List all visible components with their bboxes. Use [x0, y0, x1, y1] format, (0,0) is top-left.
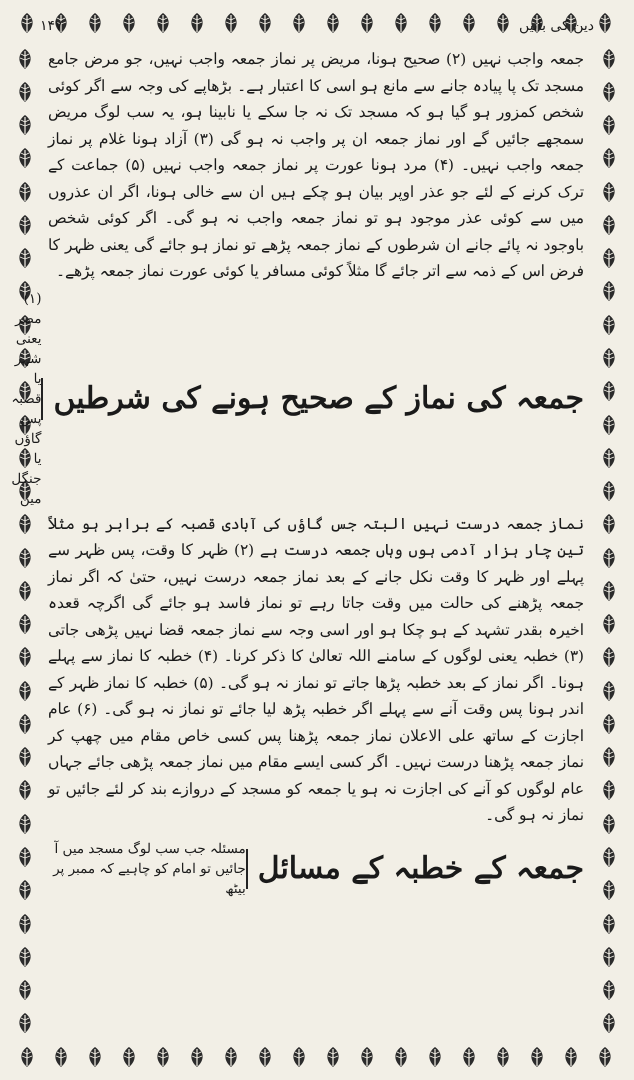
validity-conditions-paragraph: نماز جمعہ درست نہیں البتہ جس گاؤں کی آبادی قصبہ کے برابر ہو مثلاً تین چار ہزار آدمی ہوں وہاں جمعہ درست ہے (۲) ظہر کا وقت، پس ظہر سے پہلے اور ظہر کا وقت نکل جانے کے بعد نماز جمعہ درست نہیں، حتیٰ کہ اگر نماز جمعہ پڑھنے کی حالت میں وقت جاتا رہے تو نماز فاسد ہو جائے گی اگرچہ قعدہ اخیرہ بقدر تشہد کے ہو چکا ہو اور اسی وجہ سے نماز جمعہ قضا نہیں پڑھی جاتی (۳) خطبہ یعنی لوگوں کے سامنے اللہ تعالیٰ کا ذکر کرنا۔ (۴) خطبہ کا نماز سے پہلے ہونا۔ اگر نماز کے بعد خطبہ پڑھا جاتے تو نماز نہ ہو گی۔ (۵) خطبہ کا نماز ظہر کے اندر ہونا پس وقت آنے سے پہلے اگر خطبہ پڑھ لیا جائے تو نماز نہ ہو گی۔ (۶) عام اجازت کے ساتھ علی الاعلان نماز جمعہ پڑھنا پس کسی خاص مقام میں چھپ کر نماز جمعہ پڑھنا درست نہیں۔ اگر کسی ایسے مقام میں نماز جمعہ پڑھی جائے جہاں عام لوگوں کو آنے کی اجازت نہ ہو یا جمعہ کو مسجد کے دروازے بند کر لئے جائیں تو نماز نہ ہو گی۔ — [48, 514, 585, 824]
running-title: دین کی باتیں — [519, 18, 594, 34]
leaf-ornament-icon — [50, 1046, 72, 1068]
leaf-ornament-icon — [598, 447, 620, 469]
leaf-ornament-icon — [14, 680, 36, 702]
leaf-ornament-icon — [598, 280, 620, 302]
page-content — [11, 46, 585, 1036]
leaf-ornament-icon — [598, 680, 620, 702]
left-ornament-border — [8, 42, 42, 1040]
leaf-ornament-icon — [14, 1012, 36, 1034]
leaf-ornament-icon — [492, 1046, 514, 1068]
leaf-ornament-icon — [598, 580, 620, 602]
section-note-city: (۱) مصر یعنی شہر یا قصبہ پس گاؤں یا جنگل میں — [11, 290, 42, 507]
leaf-ornament-icon — [598, 713, 620, 735]
leaf-ornament-icon — [14, 547, 36, 569]
leaf-ornament-icon — [594, 12, 616, 34]
leaf-ornament-icon — [14, 580, 36, 602]
leaf-ornament-icon — [14, 513, 36, 535]
leaf-ornament-icon — [598, 314, 620, 336]
leaf-ornament-icon — [598, 613, 620, 635]
leaf-ornament-icon — [14, 613, 36, 635]
leaf-ornament-icon — [14, 646, 36, 668]
leaf-ornament-icon — [14, 114, 36, 136]
leaf-ornament-icon — [598, 746, 620, 768]
leaf-ornament-icon — [322, 1046, 344, 1068]
leaf-ornament-icon — [14, 913, 36, 935]
leaf-ornament-icon — [14, 846, 36, 868]
leaf-ornament-icon — [14, 946, 36, 968]
leaf-ornament-icon — [598, 247, 620, 269]
section-note-sermon: مسئلہ جب سب لوگ مسجد میں آ جائیں تو امام کو چاہیے کہ ممبر پر بیٹھ — [53, 840, 246, 897]
leaf-ornament-icon — [84, 1046, 106, 1068]
leaf-ornament-icon — [598, 380, 620, 402]
leaf-ornament-icon — [14, 979, 36, 1001]
bottom-ornament-border — [10, 1040, 622, 1074]
leaf-ornament-icon — [220, 1046, 242, 1068]
leaf-ornament-icon — [254, 1046, 276, 1068]
leaf-ornament-icon — [14, 214, 36, 236]
page-number: ۱۴۷ — [40, 18, 63, 34]
leaf-ornament-icon — [390, 1046, 412, 1068]
leaf-ornament-icon — [598, 181, 620, 203]
leaf-ornament-icon — [598, 646, 620, 668]
leaf-ornament-icon — [14, 247, 36, 269]
leaf-ornament-icon — [16, 1046, 38, 1068]
section-heading-sermon — [48, 839, 584, 899]
leaf-ornament-icon — [598, 513, 620, 535]
leaf-ornament-icon — [14, 147, 36, 169]
leaf-ornament-icon — [288, 1046, 310, 1068]
leaf-ornament-icon — [598, 414, 620, 436]
leaf-ornament-icon — [14, 779, 36, 801]
leaf-ornament-icon — [598, 879, 620, 901]
right-ornament-border — [592, 42, 626, 1040]
leaf-ornament-icon — [598, 979, 620, 1001]
leaf-ornament-icon — [598, 214, 620, 236]
leaf-ornament-icon — [526, 1046, 548, 1068]
leaf-ornament-icon — [598, 1012, 620, 1034]
leaf-ornament-icon — [356, 1046, 378, 1068]
page-header — [40, 12, 594, 40]
leaf-ornament-icon — [598, 813, 620, 835]
leaf-ornament-icon — [14, 48, 36, 70]
leaf-ornament-icon — [118, 1046, 140, 1068]
leaf-ornament-icon — [14, 81, 36, 103]
leaf-ornament-icon — [560, 1046, 582, 1068]
friday-prayer-conditions-paragraph: جمعہ واجب نہیں (۲) صحیح ہونا، مریض پر نماز جمعہ واجب نہیں، جو مرض جامع مسجد تک پا پیادہ جانے سے مانع ہو اسی کا اعتبار ہے۔ بڑھاپے کی وجہ سے اگر کوئی شخص کمزور ہو گیا ہو کہ مسجد تک نہ جا سکے یا نابینا ہو، یہ سب لوگ مریض سمجھے جائیں گے اور نماز جمعہ ان پر واجب نہ ہو گی (۳) آزاد ہونا غلام پر نماز جمعہ واجب نہیں۔ (۴) مرد ہونا عورت پر نماز جمعہ واجب نہیں (۵) جماعت کے ترک کرنے کے لئے جو عذر اوپر بیان ہو چکے ہیں ان سے خالی ہونا، اگر ان عذروں میں سے کوئی عذر موجود ہو تو نماز جمعہ واجب نہ ہو گی۔ اگر کوئی شخص باوجود نہ پائے جانے ان شرطوں کے نماز جمعہ پڑھے تو نماز ہو جائے گی یعنی ظہر کا فرض اس کے ذمہ سے اتر جائے گا مثلاً کوئی مسافر یا کوئی عورت نماز جمعہ پڑھے۔ — [48, 50, 584, 280]
leaf-ornament-icon — [598, 846, 620, 868]
leaf-ornament-icon — [598, 347, 620, 369]
leaf-ornament-icon — [598, 114, 620, 136]
leaf-ornament-icon — [594, 1046, 616, 1068]
leaf-ornament-icon — [152, 1046, 174, 1068]
leaf-ornament-icon — [598, 147, 620, 169]
leaf-ornament-icon — [598, 48, 620, 70]
leaf-ornament-icon — [16, 12, 38, 34]
leaf-ornament-icon — [598, 480, 620, 502]
section-heading-validity — [11, 289, 584, 509]
section-title-validity: جمعہ کی نماز کے صحیح ہونے کی شرطیں — [41, 378, 584, 420]
leaf-ornament-icon — [598, 779, 620, 801]
leaf-ornament-icon — [598, 81, 620, 103]
leaf-ornament-icon — [186, 1046, 208, 1068]
leaf-ornament-icon — [424, 1046, 446, 1068]
leaf-ornament-icon — [598, 547, 620, 569]
section-title-sermon: جمعہ کے خطبہ کے مسائل — [246, 849, 584, 889]
leaf-ornament-icon — [598, 946, 620, 968]
leaf-ornament-icon — [598, 913, 620, 935]
leaf-ornament-icon — [14, 879, 36, 901]
leaf-ornament-icon — [14, 813, 36, 835]
leaf-ornament-icon — [14, 713, 36, 735]
leaf-ornament-icon — [458, 1046, 480, 1068]
leaf-ornament-icon — [14, 181, 36, 203]
leaf-ornament-icon — [14, 746, 36, 768]
